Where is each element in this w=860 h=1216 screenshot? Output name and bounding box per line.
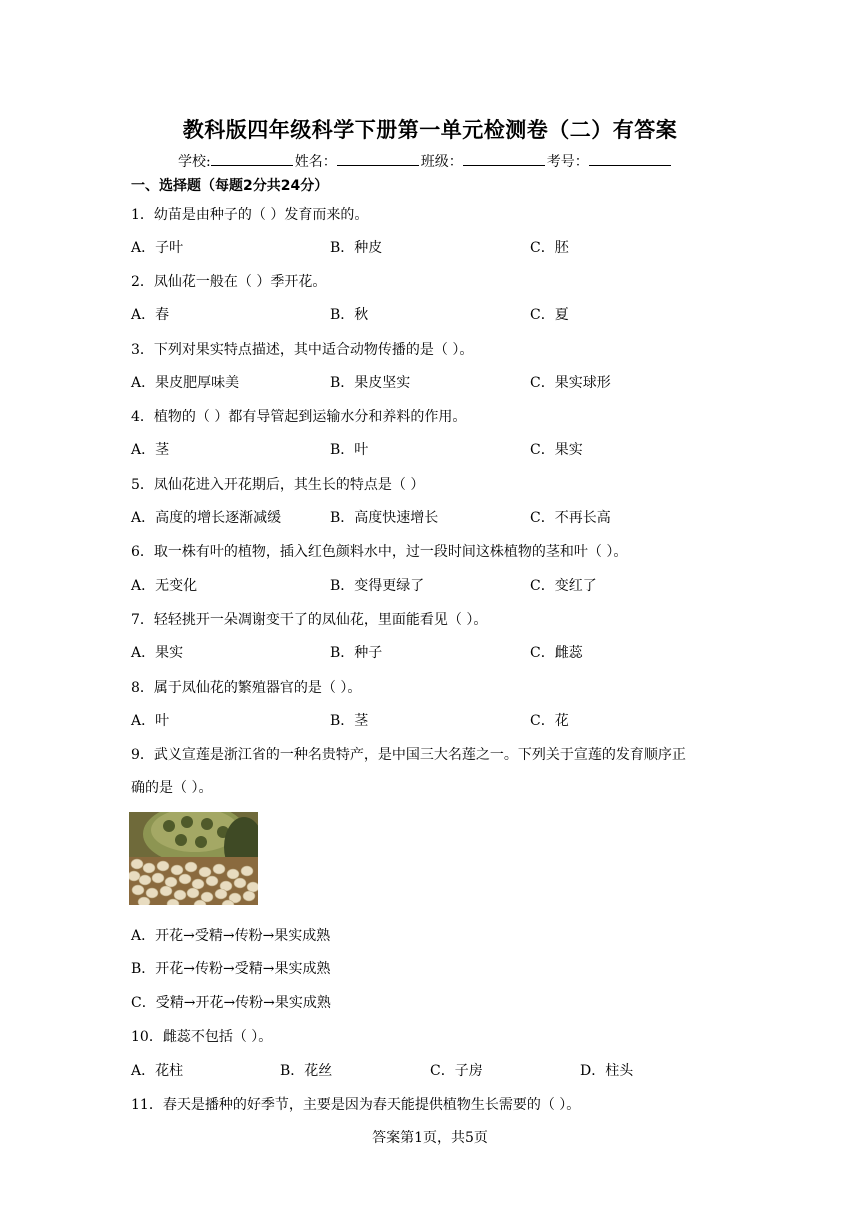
option-b[interactable]: B．变得更绿了 xyxy=(330,578,425,594)
option-a[interactable]: A．茎 xyxy=(131,442,170,458)
school-label: 学校: xyxy=(178,154,211,170)
question-stem: 1．幼苗是由种子的（ ）发育而来的。 xyxy=(131,207,369,223)
option-c[interactable]: C．变红了 xyxy=(530,578,597,594)
question-stem: 2．凤仙花一般在（ ）季开花。 xyxy=(131,274,327,290)
exam-no-label: 考号： xyxy=(546,154,589,170)
option-a[interactable]: A．果实 xyxy=(131,645,184,661)
question-stem: 11．春天是播种的好季节，主要是因为春天能提供植物生长需要的（ ）。 xyxy=(131,1097,581,1113)
option-b[interactable]: B．果皮坚实 xyxy=(330,375,411,391)
option-b[interactable]: B．茎 xyxy=(330,713,369,729)
option-c[interactable]: C．花 xyxy=(530,713,569,729)
option-b[interactable]: B．高度快速增长 xyxy=(330,510,439,526)
option-c[interactable]: C．果实球形 xyxy=(530,375,611,391)
option-a[interactable]: A．无变化 xyxy=(131,578,198,594)
school-blank[interactable] xyxy=(211,151,293,166)
student-info-line xyxy=(178,151,673,171)
exam-no-blank[interactable] xyxy=(589,151,671,166)
option-a[interactable]: A．春 xyxy=(131,307,170,323)
option-c[interactable]: C．果实 xyxy=(530,442,583,458)
option-a[interactable]: A．花柱 xyxy=(131,1063,184,1079)
option-b[interactable]: B．种子 xyxy=(330,645,383,661)
option-a[interactable]: A．开花→受精→传粉→果实成熟 xyxy=(131,928,331,944)
class-blank[interactable] xyxy=(463,151,545,166)
option-b[interactable]: B．花丝 xyxy=(280,1063,333,1079)
class-label: 班级： xyxy=(420,154,463,170)
page-footer: 答案第1页，共5页 xyxy=(372,1130,488,1146)
question-stem: 4．植物的（ ）都有导管起到运输水分和养料的作用。 xyxy=(131,409,467,425)
option-b[interactable]: B．叶 xyxy=(330,442,369,458)
section-heading: 一、选择题（每题2分共24分） xyxy=(131,178,329,194)
option-c[interactable]: C．雌蕊 xyxy=(530,645,583,661)
name-label: 姓名： xyxy=(294,154,337,170)
page-title: 教科版四年级科学下册第一单元检测卷（二）有答案 xyxy=(182,118,678,142)
option-c[interactable]: C．子房 xyxy=(430,1063,483,1079)
question-stem: 8．属于凤仙花的繁殖器官的是（ ）。 xyxy=(131,680,362,696)
question-stem: 9．武义宣莲是浙江省的一种名贵特产，是中国三大名莲之一。下列关于宣莲的发育顺序正 xyxy=(131,747,686,763)
question-stem-continued: 确的是（ ）。 xyxy=(131,780,213,796)
lotus-seeds-photo xyxy=(129,812,258,905)
option-a[interactable]: A．果皮肥厚味美 xyxy=(131,375,240,391)
name-blank[interactable] xyxy=(337,151,419,166)
option-a[interactable]: A．叶 xyxy=(131,713,170,729)
option-c[interactable]: C．胚 xyxy=(530,240,569,256)
option-a[interactable]: A．子叶 xyxy=(131,240,184,256)
question-stem: 7．轻轻挑开一朵凋谢变干了的凤仙花，里面能看见（ ）。 xyxy=(131,612,488,628)
question-stem: 5．凤仙花进入开花期后，其生长的特点是（ ） xyxy=(131,477,425,493)
question-stem: 3．下列对果实特点描述，其中适合动物传播的是（ ）。 xyxy=(131,342,474,358)
option-b[interactable]: B．秋 xyxy=(330,307,369,323)
option-c[interactable]: C．夏 xyxy=(530,307,569,323)
option-b[interactable]: B．种皮 xyxy=(330,240,383,256)
option-b[interactable]: B．开花→传粉→受精→果实成熟 xyxy=(131,961,331,977)
question-stem: 10．雌蕊不包括（ ）。 xyxy=(131,1029,273,1045)
option-a[interactable]: A．高度的增长逐渐减缓 xyxy=(131,510,282,526)
question-stem: 6．取一株有叶的植物，插入红色颜料水中，过一段时间这株植物的茎和叶（ ）。 xyxy=(131,544,628,560)
option-d[interactable]: D．柱头 xyxy=(580,1063,634,1079)
option-c[interactable]: C．不再长高 xyxy=(530,510,611,526)
option-c[interactable]: C．受精→开花→传粉→果实成熟 xyxy=(131,995,331,1011)
